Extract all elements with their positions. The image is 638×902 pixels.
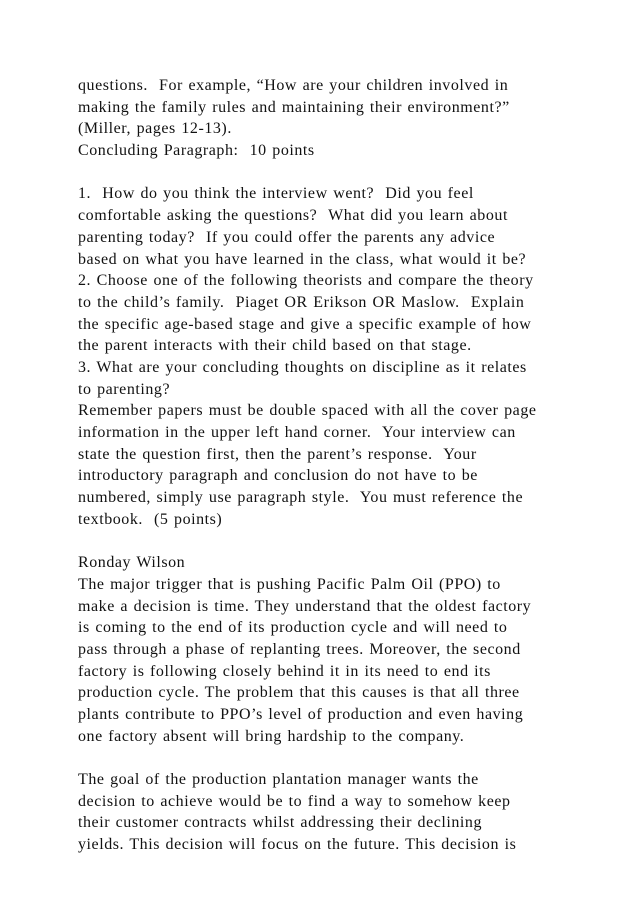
text-line: making the family rules and maintaining their environment?” <box>78 98 510 116</box>
text-line: state the question first, then the parent’s response. Your <box>78 445 477 463</box>
text-line: yields. This decision will focus on the future. This decision is <box>78 836 517 854</box>
blank-line <box>78 747 618 769</box>
text-line: parenting today? If you could offer the parents any advice <box>78 228 496 246</box>
text-line: numbered, simply use paragraph style. You must reference the <box>78 489 524 507</box>
text-line: their customer contracts whilst addressing their declining <box>78 814 483 832</box>
text-line: introductory paragraph and conclusion do not have to be <box>78 467 478 485</box>
text-line: plants contribute to PPO’s level of production and even having <box>78 705 524 723</box>
text-line: 2. Choose one of the following theorists and compare the theory <box>78 272 534 290</box>
text-line: comfortable asking the questions? What did you learn about <box>78 207 508 225</box>
section-heading: Concluding Paragraph: 10 points <box>78 142 315 160</box>
text-line: the specific age-based stage and give a specific example of how <box>78 315 532 333</box>
text-line: the parent interacts with their child based on that stage. <box>78 337 472 355</box>
text-line: 3. What are your concluding thoughts on discipline as it relates <box>78 358 527 376</box>
text-line: one factory absent will bring hardship to the company. <box>78 727 465 745</box>
text-line: Remember papers must be double spaced with all the cover page <box>78 402 537 420</box>
blank-line <box>78 530 618 552</box>
text-line: information in the upper left hand corner. Your interview can <box>78 424 516 441</box>
author-name: Ronday Wilson <box>78 554 186 572</box>
text-line: decision to achieve would be to find a way to somehow keep <box>78 792 511 810</box>
text-line: production cycle. The problem that this causes is that all three <box>78 684 520 702</box>
text-line: pass through a phase of replanting trees. Moreover, the second <box>78 640 521 658</box>
text-line: is coming to the end of its production cycle and will need to <box>78 619 508 637</box>
document-page <box>78 75 618 856</box>
text-line: based on what you have learned in the class, what would it be? <box>78 250 527 268</box>
blank-line <box>78 162 618 184</box>
text-line: (Miller, pages 12-13). <box>78 120 232 138</box>
text-line: to the child’s family. Piaget OR Erikson OR Maslow. Explain <box>78 293 525 311</box>
text-line: The major trigger that is pushing Pacific Palm Oil (PPO) to <box>78 575 501 593</box>
text-line: to parenting? <box>78 380 171 398</box>
text-line: 1. How do you think the interview went? Did you feel <box>78 185 474 203</box>
text-line: make a decision is time. They understand that the oldest factory <box>78 597 532 615</box>
text-line: questions. For example, “How are your children involved in <box>78 77 509 94</box>
text-line: factory is following closely behind it in its need to end its <box>78 662 491 680</box>
text-line: The goal of the production plantation manager wants the <box>78 771 479 788</box>
text-line: textbook. (5 points) <box>78 510 223 528</box>
